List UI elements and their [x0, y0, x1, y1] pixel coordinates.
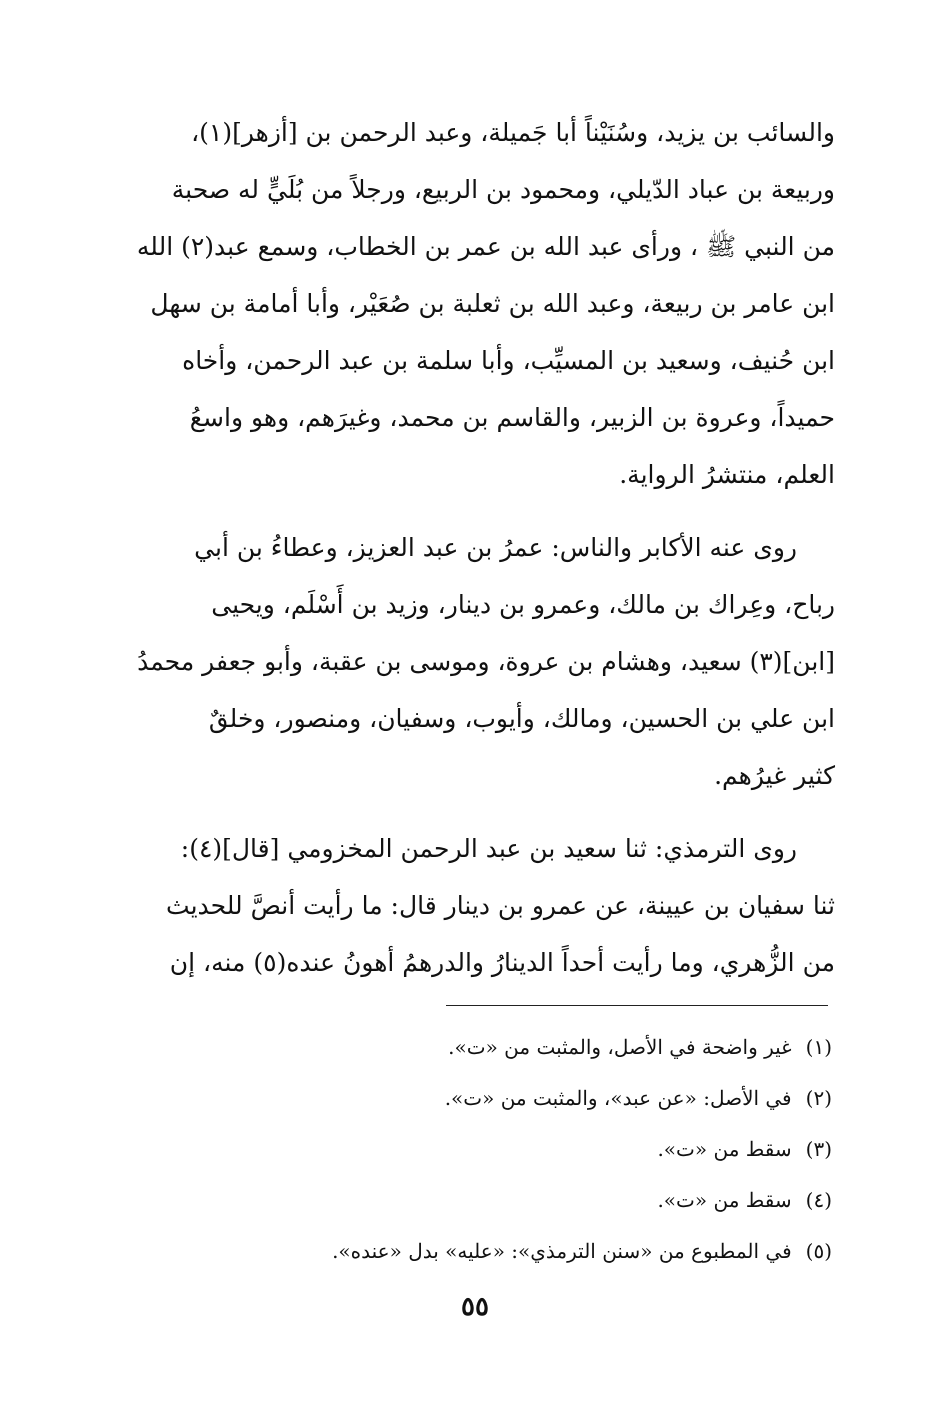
main-text: [120, 104, 835, 991]
footnote-text: في المطبوع من «سنن الترمذي»: «عليه» بدل «عنده».: [332, 1239, 792, 1263]
text-line: العلم، منتشرُ الرواية.: [619, 460, 835, 489]
text-line: ابن عامر بن ربيعة، وعبد الله بن ثعلبة بن صُعَيْر، وأبا أمامة بن سهل: [150, 289, 835, 318]
footnote-item: [200, 1226, 832, 1277]
text-line: روى عنه الأكابر والناس: عمرُ بن عبد العزيز، وعطاءُ بن أبي: [194, 533, 797, 562]
text-line: روى الترمذي: ثنا سعيد بن عبد الرحمن المخزومي [قال](٤):: [180, 834, 797, 863]
text-line: والسائب بن يزيد، وسُنَيْناً أبا جَميلة، وعبد الرحمن بن [أزهر](١)،: [191, 118, 835, 147]
footnote-text: سقط من «ت».: [657, 1137, 792, 1161]
footnote-divider: [446, 1005, 828, 1006]
text-line: كثير غيرُهم.: [714, 761, 835, 790]
page-number: ٥٥: [461, 1292, 489, 1322]
text-line: رباح، وعِراك بن مالك، وعمرو بن دينار، وزيد بن أَسْلَم، ويحيى: [211, 590, 835, 619]
footnote-text: سقط من «ت».: [657, 1188, 792, 1212]
text-line: [ابن](٣) سعيد، وهشام بن عروة، وموسى بن عقبة، وأبو جعفر محمدُ: [137, 647, 835, 676]
footnotes: [200, 1022, 832, 1277]
text-line: من الزُّهري، وما رأيت أحداً الدينارُ والدرهمُ أهونُ عنده(٥) منه، إن: [169, 948, 835, 977]
footnote-number: (١): [805, 1035, 832, 1059]
footnote-number: (٣): [805, 1137, 832, 1161]
footnote-number: (٥): [805, 1239, 832, 1263]
text-line: من النبي ﷺ ، ورأى عبد الله بن عمر بن الخطاب، وسمع عبد(٢) الله: [136, 232, 835, 261]
text-line: وربيعة بن عباد الدّيلي، ومحمود بن الربيع، ورجلاً من بُلَيٍّ له صحبة: [171, 175, 835, 204]
footnote-text: في الأصل: «عن عبد»، والمثبت من «ت».: [444, 1086, 792, 1110]
footnote-item: [200, 1073, 832, 1124]
text-line: حميداً، وعروة بن الزبير، والقاسم بن محمد، وغيرَهم، وهو واسعُ: [189, 403, 835, 432]
text-line: ابن حُنيف، وسعيد بن المسيِّب، وأبا سلمة بن عبد الرحمن، وأخاه: [182, 346, 835, 375]
footnote-number: (٢): [805, 1086, 832, 1110]
footnote-text: غير واضحة في الأصل، والمثبت من «ت».: [448, 1035, 792, 1059]
text-line: ابن علي بن الحسين، ومالك، وأيوب، وسفيان، ومنصور، وخلقٌ: [208, 704, 835, 733]
footnote-item: [200, 1022, 832, 1073]
footnote-number: (٤): [805, 1188, 832, 1212]
text-line: ثنا سفيان بن عيينة، عن عمرو بن دينار قال: ما رأيت أنصَّ للحديث: [166, 891, 835, 920]
footnote-item: [200, 1124, 832, 1175]
footnote-item: [200, 1175, 832, 1226]
